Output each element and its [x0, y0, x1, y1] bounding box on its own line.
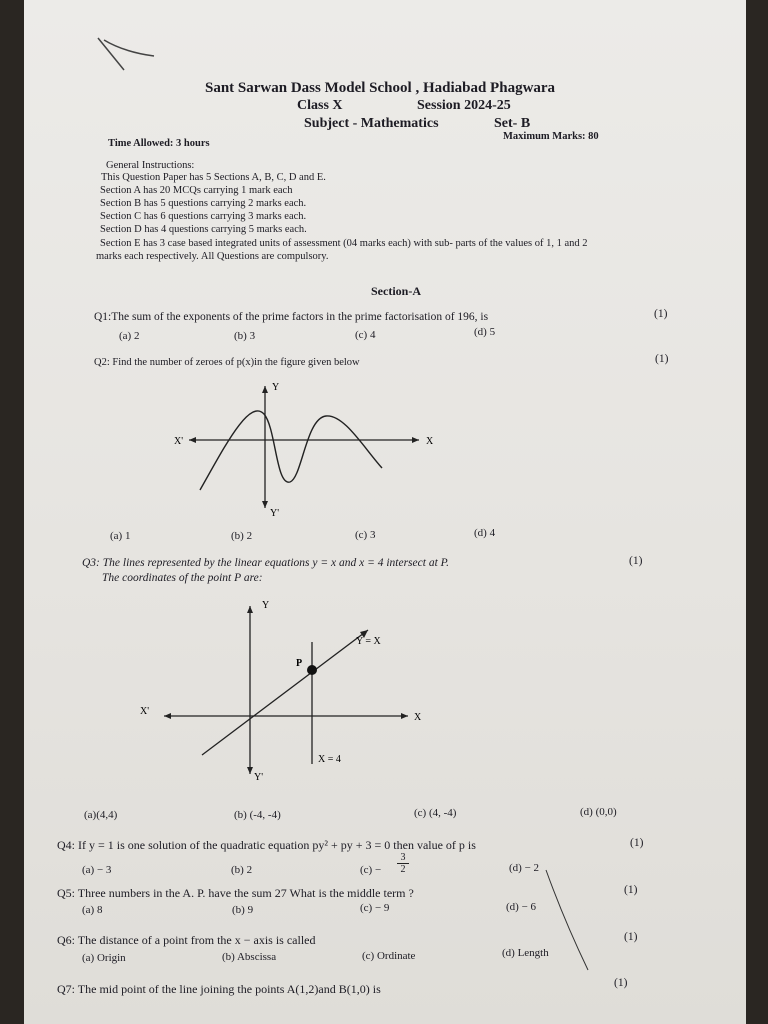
- polynomial-curve: [200, 411, 382, 490]
- linear-graph: [136, 592, 436, 792]
- set-label: Set- B: [494, 116, 531, 131]
- option: (c) −: [360, 864, 382, 876]
- option: (c) 3: [355, 529, 376, 541]
- option: (d) − 2: [509, 862, 540, 874]
- option: (b) 3: [234, 330, 256, 342]
- pen-mark: [94, 30, 164, 80]
- y-neg-label: Y': [270, 508, 280, 518]
- question-text: Q7: The mid point of the line joining the points A(1,2)and B(1,0) is: [57, 982, 381, 996]
- option: (c) 4: [355, 329, 376, 341]
- x-neg-label: X': [140, 706, 150, 717]
- instruction-line: Section A has 20 MCQs carrying 1 mark each: [100, 185, 293, 196]
- option: (d) 5: [474, 326, 496, 338]
- fraction-denominator: 2: [397, 863, 409, 875]
- option: (b) (-4, -4): [234, 809, 281, 821]
- question-paper: [24, 0, 746, 1024]
- line1-label: Y = X: [356, 636, 381, 647]
- option: (b) 9: [232, 904, 254, 916]
- y-label: Y: [262, 600, 270, 611]
- question-marks: (1): [654, 308, 668, 320]
- option: (b) 2: [231, 864, 253, 876]
- question-text: Q3: The lines represented by the linear equations y = x and x = 4 intersect at P.: [82, 557, 450, 569]
- instruction-line: This Question Paper has 5 Sections A, B, C, D and E.: [101, 172, 326, 183]
- fraction: [397, 852, 409, 875]
- question-text-2: The coordinates of the point P are:: [102, 572, 263, 584]
- class-label: Class X: [297, 98, 343, 113]
- instructions-title: General Instructions:: [106, 160, 195, 171]
- option: (c) (4, -4): [414, 807, 457, 819]
- section-title: Section-A: [371, 284, 421, 298]
- question-marks: (1): [630, 837, 644, 849]
- polynomial-graph: [164, 378, 444, 518]
- fraction-numerator: 3: [400, 852, 406, 863]
- y-neg-label: Y': [254, 772, 264, 783]
- point-label: P: [296, 658, 303, 669]
- y-label: Y: [272, 382, 280, 393]
- instruction-line: Section C has 6 questions carrying 3 marks each.: [100, 211, 307, 222]
- question-marks: (1): [624, 931, 638, 943]
- x-label: X: [414, 712, 422, 723]
- instruction-line: Section B has 5 questions carrying 2 marks each.: [100, 198, 307, 209]
- session-label: Session 2024-25: [417, 98, 511, 113]
- question-text: Q6: The distance of a point from the x − axis is called: [57, 933, 316, 947]
- option: (a) − 3: [82, 864, 112, 876]
- option: (d) 4: [474, 527, 496, 539]
- option: (b) 2: [231, 530, 253, 542]
- instruction-line: Section E has 3 case based integrated units of assessment (04 marks each) with sub- parts of the values of 1, 1 and 2: [100, 238, 588, 249]
- question-text: Q4: If y = 1 is one solution of the quadratic equation py² + py + 3 = 0 then value of p is: [57, 838, 476, 852]
- option: (a) 1: [110, 530, 131, 542]
- time-allowed: Time Allowed: 3 hours: [108, 138, 210, 149]
- option: (c) Ordinate: [362, 950, 416, 962]
- question-text: Q1:The sum of the exponents of the prime factors in the prime factorisation of 196, is: [94, 311, 489, 323]
- question-text: Q5: Three numbers in the A. P. have the sum 27 What is the middle term ?: [57, 886, 414, 900]
- instruction-line: marks each respectively. All Questions are compulsory.: [96, 251, 329, 262]
- question-marks: (1): [624, 884, 638, 896]
- instruction-line: Section D has 4 questions carrying 5 marks each.: [100, 224, 307, 235]
- question-marks: (1): [614, 977, 628, 989]
- max-marks: Maximum Marks: 80: [503, 131, 599, 142]
- x-neg-label: X': [174, 436, 184, 447]
- option: (d) − 6: [506, 901, 537, 913]
- question-marks: (1): [629, 555, 643, 567]
- school-name: Sant Sarwan Dass Model School , Hadiabad Phagwara: [205, 80, 556, 96]
- option: (d) (0,0): [580, 806, 617, 818]
- subject-label: Subject - Mathematics: [304, 116, 439, 131]
- option: (a) 2: [119, 330, 140, 342]
- line-y-equals-x: [202, 630, 368, 755]
- pen-stroke: [524, 860, 604, 980]
- option: (a) Origin: [82, 952, 126, 964]
- point-p: [307, 665, 317, 675]
- x-label: X: [426, 436, 434, 447]
- option: (b) Abscissa: [222, 951, 277, 963]
- question-text: Q2: Find the number of zeroes of p(x)in the figure given below: [94, 357, 360, 368]
- option: (c) − 9: [360, 902, 390, 914]
- line2-label: X = 4: [318, 754, 341, 765]
- option: (a) 8: [82, 904, 103, 916]
- question-marks: (1): [655, 353, 669, 365]
- option: (a)(4,4): [84, 809, 118, 821]
- option: (d) Length: [502, 947, 549, 959]
